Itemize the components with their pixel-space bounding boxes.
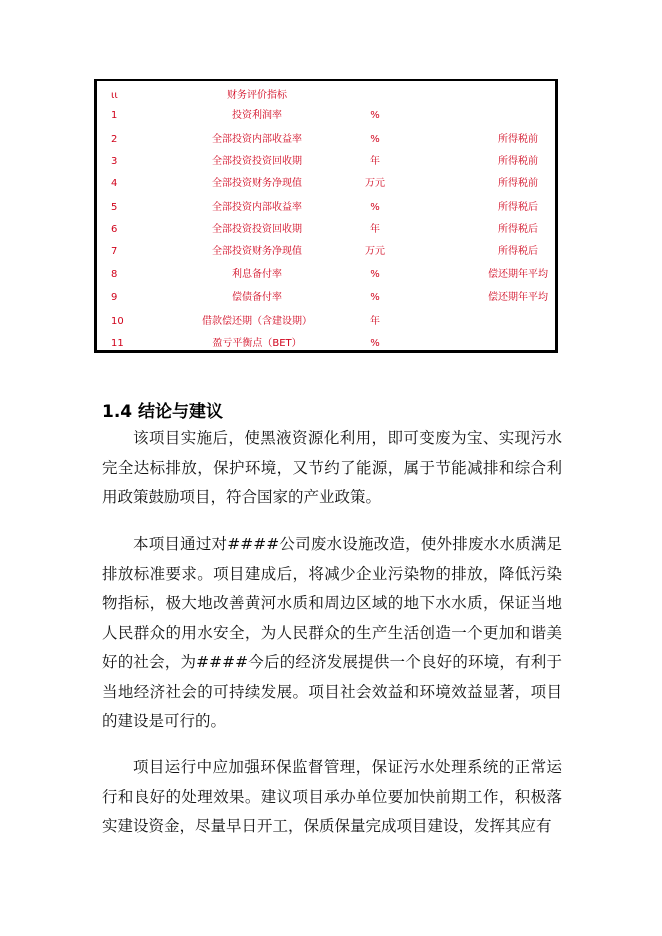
row-number: 7	[111, 246, 118, 257]
row-number: 1	[111, 110, 118, 121]
financial-indicator-table	[94, 79, 558, 353]
indicator-note: 所得税后	[498, 202, 538, 213]
row-number: 6	[111, 224, 118, 235]
indicator-note: 所得税前	[498, 134, 538, 145]
indicator-unit: %	[370, 338, 380, 349]
indicator-name: 全部投资内部收益率	[212, 202, 302, 213]
indicator-name: 财务评价指标	[227, 90, 287, 101]
row-number: 2	[111, 134, 118, 145]
row-number: 5	[111, 202, 118, 213]
indicator-name: 全部投资投资回收期	[212, 156, 302, 167]
indicator-note: 所得税前	[498, 156, 538, 167]
indicator-note: 偿还期年平均	[488, 269, 548, 280]
row-number: 9	[111, 292, 118, 303]
row-number: 10	[111, 316, 124, 327]
indicator-name: 全部投资投资回收期	[212, 224, 302, 235]
table-row	[97, 241, 555, 263]
table-row	[97, 173, 555, 195]
section-heading: 1.4 结论与建议	[102, 402, 224, 423]
indicator-name: 盈亏平衡点（BET）	[212, 338, 302, 349]
indicator-name: 利息备付率	[232, 269, 282, 280]
indicator-unit: %	[370, 292, 380, 303]
indicator-name: 借款偿还期（含建设期）	[202, 316, 312, 327]
row-number: 8	[111, 269, 118, 280]
indicator-unit: 年	[370, 316, 380, 327]
row-number: ιι	[111, 90, 118, 101]
table-row	[97, 264, 555, 286]
indicator-unit: %	[370, 134, 380, 145]
indicator-unit: 万元	[365, 178, 385, 189]
paragraph-2: 本项目通过对####公司废水设施改造，使外排废水水质满足排放标准要求。项目建成后，将减少企业污染物的排放，降低污染物指标，极大地改善黄河水质和周边区域的地下水水质，保证当地人民群众的用水安全，为人民群众的生产生活创造一个更加和谐美好的社会，为####今后的经济发展提供一个良好的环境，有利于当地经济社会的可持续发展。项目社会效益和环境效益显著，项目的建设是可行的。	[102, 535, 562, 730]
paragraph-3: 项目运行中应加强环保监督管理，保证污水处理系统的正常运行和良好的处理效果。建议项目承办单位要加快前期工作，积极落实建设资金，尽量早日开工，保质保量完成项目建设，发挥其应有	[102, 758, 562, 835]
indicator-note: 所得税前	[498, 178, 538, 189]
table-row	[97, 105, 555, 127]
table-row	[97, 151, 555, 173]
row-number: 11	[111, 338, 124, 349]
table-row	[97, 219, 555, 241]
table-row	[97, 85, 555, 107]
row-number: 4	[111, 178, 118, 189]
indicator-name: 全部投资财务净现值	[212, 178, 302, 189]
indicator-name: 偿债备付率	[232, 292, 282, 303]
indicator-unit: %	[370, 202, 380, 213]
table-row	[97, 129, 555, 151]
indicator-note: 所得税后	[498, 246, 538, 257]
indicator-name: 全部投资财务净现值	[212, 246, 302, 257]
table-row	[97, 311, 555, 333]
indicator-unit: 万元	[365, 246, 385, 257]
row-number: 3	[111, 156, 118, 167]
table-row	[97, 287, 555, 309]
paragraph-1: 该项目实施后，使黑液资源化利用，即可变废为宝、实现污水完全达标排放，保护环境，又节约了能源，属于节能减排和综合利用政策鼓励项目，符合国家的产业政策。	[102, 429, 562, 506]
table-row	[97, 333, 555, 355]
indicator-unit: 年	[370, 156, 380, 167]
indicator-name: 全部投资内部收益率	[212, 134, 302, 145]
indicator-note: 所得税后	[498, 224, 538, 235]
indicator-note: 偿还期年平均	[488, 292, 548, 303]
indicator-unit: 年	[370, 224, 380, 235]
indicator-unit: %	[370, 110, 380, 121]
indicator-name: 投资利润率	[232, 110, 282, 121]
table-row	[97, 197, 555, 219]
indicator-unit: %	[370, 269, 380, 280]
